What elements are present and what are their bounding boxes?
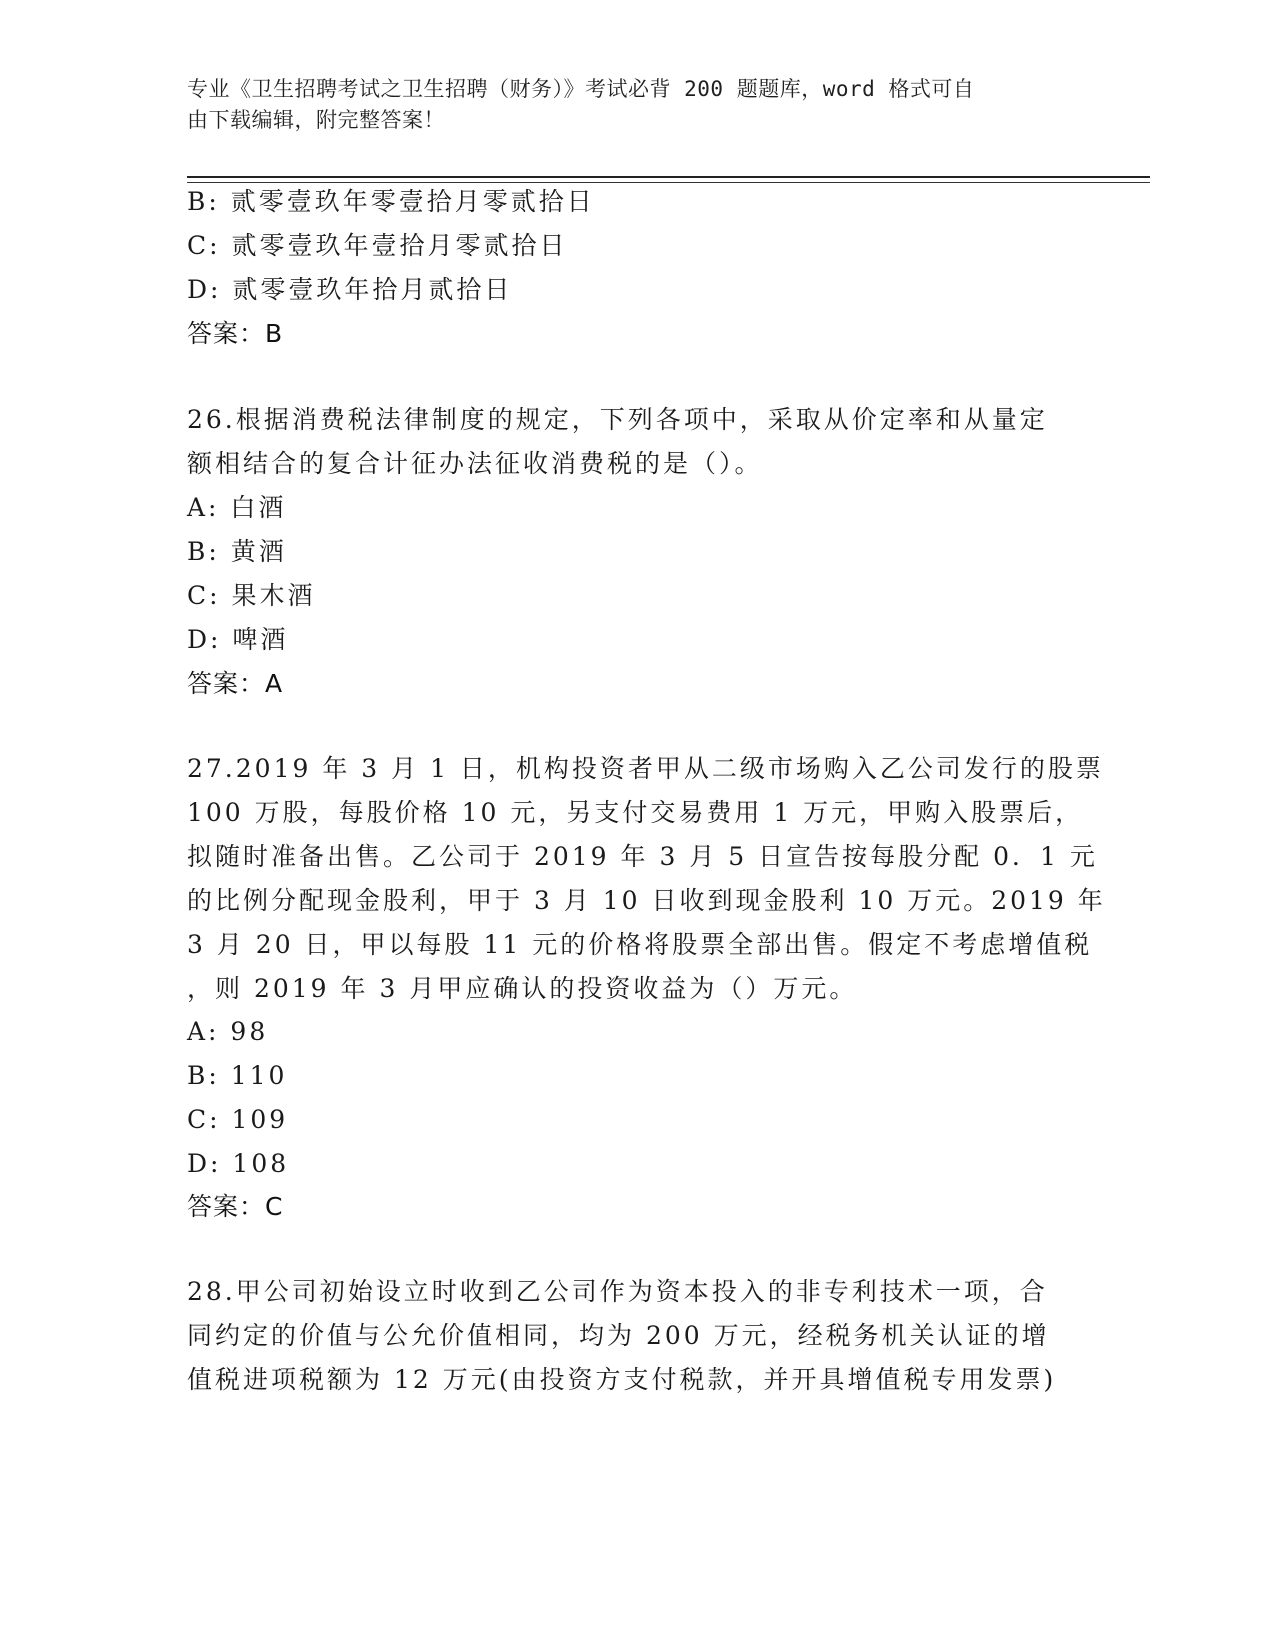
q27-option-a: A: 98 — [187, 1017, 269, 1046]
q27-stem-line-1: 27.2019 年 3 月 1 日，机构投资者甲从二级市场购入乙公司发行的股票 — [187, 754, 1104, 783]
header-divider-thick — [187, 176, 1150, 178]
q27-option-d: D: 108 — [187, 1149, 290, 1178]
header-line-2: 由下载编辑，附完整答案！ — [187, 108, 445, 132]
q27-stem-line-4: 的比例分配现金股利，甲于 3 月 10 日收到现金股利 10 万元。2019 年 — [187, 886, 1106, 915]
q27-option-b: B: 110 — [187, 1061, 288, 1090]
q25-option-c: C: 贰零壹玖年壹拾月零贰拾日 — [187, 231, 568, 260]
q28-stem-line-2: 同约定的价值与公允价值相同，均为 200 万元，经税务机关认证的增 — [187, 1321, 1050, 1350]
q28-stem-line-1: 28.甲公司初始设立时收到乙公司作为资本投入的非专利技术一项，合 — [187, 1277, 1048, 1306]
q26-stem-line-1: 26.根据消费税法律制度的规定，下列各项中，采取从价定率和从量定 — [187, 405, 1048, 434]
q27-stem-line-2: 100 万股，每股价格 10 元，另支付交易费用 1 万元，甲购入股票后， — [187, 798, 1084, 827]
q27-stem-line-6: ，则 2019 年 3 月甲应确认的投资收益为（）万元。 — [187, 974, 858, 1003]
q27-answer: 答案：C — [187, 1192, 284, 1221]
q26-option-b: B: 黄酒 — [187, 537, 287, 566]
q28-stem-line-3: 值税进项税额为 12 万元(由投资方支付税款，并开具增值税专用发票) — [187, 1365, 1057, 1394]
q27-stem-line-3: 拟随时准备出售。乙公司于 2019 年 3 月 5 日宣告按每股分配 0．1 元 — [187, 842, 1098, 871]
q26-option-c: C: 果木酒 — [187, 581, 316, 610]
q26-answer: 答案：A — [187, 669, 284, 698]
q26-stem-line-2: 额相结合的复合计征办法征收消费税的是（）。 — [187, 449, 763, 478]
q26-option-d: D: 啤酒 — [187, 625, 289, 654]
q27-stem-line-5: 3 月 20 日，甲以每股 11 元的价格将股票全部出售。假定不考虑增值税 — [187, 930, 1093, 959]
q26-option-a: A: 白酒 — [187, 493, 287, 522]
q25-option-d: D: 贰零壹玖年拾月贰拾日 — [187, 275, 513, 304]
q27-option-c: C: 109 — [187, 1105, 289, 1134]
header-line-1: 专业《卫生招聘考试之卫生招聘（财务）》考试必背 200 题题库，word 格式可自 — [187, 77, 975, 101]
document-header — [187, 74, 1077, 136]
q25-answer: 答案：B — [187, 319, 284, 348]
q25-option-b: B: 贰零壹玖年零壹拾月零贰拾日 — [187, 187, 595, 216]
